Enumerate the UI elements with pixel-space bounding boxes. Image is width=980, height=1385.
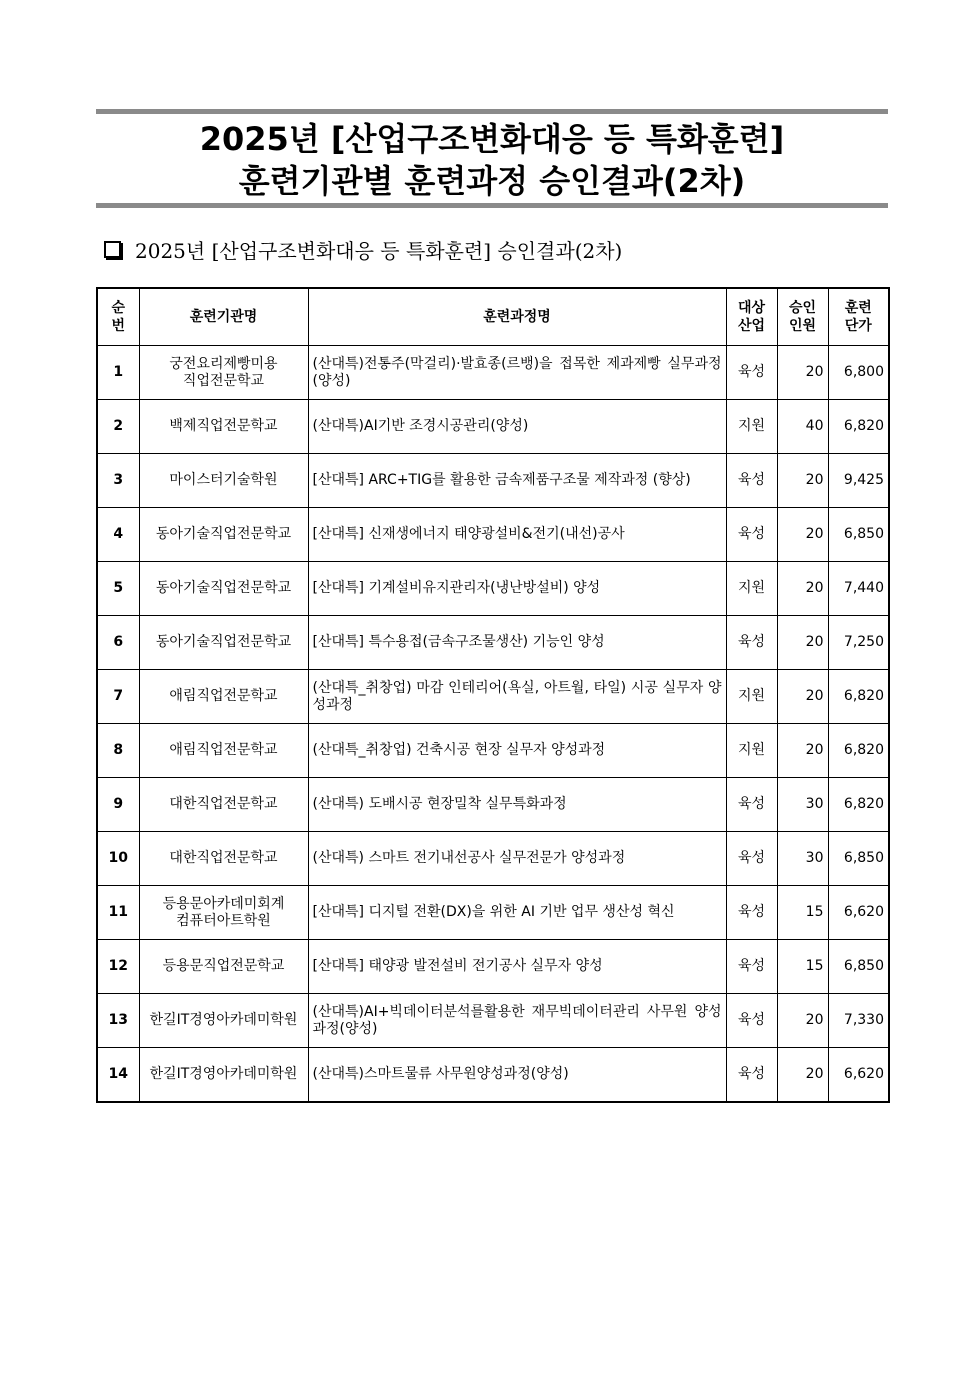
cell-unit-price: 6,800 [828, 346, 889, 400]
cell-course: [산대특] ARC+TIG를 활용한 금속제품구조물 제작과정 (향상) [308, 454, 726, 508]
header-institution: 훈련기관명 [139, 288, 308, 346]
cell-institution: 애림직업전문학교 [139, 670, 308, 724]
cell-no: 10 [97, 832, 139, 886]
cell-institution: 한길IT경영아카데미학원 [139, 1048, 308, 1103]
table-row [97, 994, 889, 1048]
cell-no: 13 [97, 994, 139, 1048]
cell-unit-price: 6,620 [828, 886, 889, 940]
cell-institution: 동아기술직업전문학교 [139, 562, 308, 616]
cell-approved: 30 [777, 832, 828, 886]
cell-unit-price: 9,425 [828, 454, 889, 508]
cell-unit-price: 7,250 [828, 616, 889, 670]
cell-industry: 육성 [726, 886, 777, 940]
cell-approved: 20 [777, 562, 828, 616]
cell-course: (산대특) 도배시공 현장밀착 실무특화과정 [308, 778, 726, 832]
section-heading [104, 234, 622, 264]
cell-unit-price: 6,620 [828, 1048, 889, 1103]
cell-no: 9 [97, 778, 139, 832]
cell-course: (산대특)AI+빅데이터분석를활용한 재무빅데이터관리 사무원 양성과정(양성) [308, 994, 726, 1048]
cell-no: 12 [97, 940, 139, 994]
cell-approved: 15 [777, 886, 828, 940]
cell-institution: 동아기술직업전문학교 [139, 616, 308, 670]
header-unit-price: 훈련 단가 [828, 288, 889, 346]
cell-approved: 20 [777, 1048, 828, 1103]
document-title-line-2: 훈련기관별 훈련과정 승인결과(2차) [238, 162, 746, 200]
cell-institution: 동아기술직업전문학교 [139, 508, 308, 562]
table-row [97, 508, 889, 562]
cell-approved: 30 [777, 778, 828, 832]
cell-industry: 지원 [726, 562, 777, 616]
table-row [97, 346, 889, 400]
cell-unit-price: 6,850 [828, 832, 889, 886]
table-row [97, 778, 889, 832]
header-no: 순 번 [97, 288, 139, 346]
table-row [97, 400, 889, 454]
cell-no: 11 [97, 886, 139, 940]
cell-industry: 지원 [726, 400, 777, 454]
cell-approved: 40 [777, 400, 828, 454]
cell-no: 6 [97, 616, 139, 670]
cell-institution: 대한직업전문학교 [139, 832, 308, 886]
table-row [97, 1048, 889, 1103]
cell-course: [산대특] 디지털 전환(DX)을 위한 AI 기반 업무 생산성 혁신 [308, 886, 726, 940]
table-row [97, 832, 889, 886]
cell-industry: 육성 [726, 346, 777, 400]
cell-course: (산대특)AI기반 조경시공관리(양성) [308, 400, 726, 454]
cell-approved: 20 [777, 724, 828, 778]
cell-no: 7 [97, 670, 139, 724]
cell-no: 4 [97, 508, 139, 562]
cell-industry: 육성 [726, 454, 777, 508]
cell-unit-price: 6,820 [828, 778, 889, 832]
cell-unit-price: 6,820 [828, 724, 889, 778]
cell-course: (산대특_취창업) 마감 인테리어(욕실, 아트월, 타일) 시공 실무자 양성과정 [308, 670, 726, 724]
cell-institution: 마이스터기술학원 [139, 454, 308, 508]
table-row [97, 886, 889, 940]
cell-no: 2 [97, 400, 139, 454]
cell-no: 14 [97, 1048, 139, 1103]
checkbox-icon [104, 241, 121, 258]
cell-industry: 육성 [726, 778, 777, 832]
cell-institution: 등용문직업전문학교 [139, 940, 308, 994]
cell-course: [산대특] 태양광 발전설비 전기공사 실무자 양성 [308, 940, 726, 994]
table-row [97, 724, 889, 778]
cell-approved: 20 [777, 994, 828, 1048]
table-row [97, 670, 889, 724]
header-approved: 승인 인원 [777, 288, 828, 346]
cell-approved: 20 [777, 508, 828, 562]
cell-course: [산대특] 기계설비유지관리자(냉난방설비) 양성 [308, 562, 726, 616]
table-row [97, 940, 889, 994]
cell-institution: 애림직업전문학교 [139, 724, 308, 778]
table-row [97, 454, 889, 508]
table-header-row [97, 288, 889, 346]
cell-institution: 백제직업전문학교 [139, 400, 308, 454]
header-course: 훈련과정명 [308, 288, 726, 346]
cell-unit-price: 6,820 [828, 670, 889, 724]
cell-industry: 육성 [726, 832, 777, 886]
cell-course: (산대특) 스마트 전기내선공사 실무전문가 양성과정 [308, 832, 726, 886]
cell-approved: 20 [777, 346, 828, 400]
section-heading-text: 2025년 [산업구조변화대응 등 특화훈련] 승인결과(2차) [135, 238, 623, 263]
cell-no: 5 [97, 562, 139, 616]
header-industry: 대상 산업 [726, 288, 777, 346]
cell-approved: 20 [777, 616, 828, 670]
table-body [97, 346, 889, 1103]
cell-industry: 지원 [726, 724, 777, 778]
table-row [97, 616, 889, 670]
cell-approved: 20 [777, 670, 828, 724]
cell-no: 1 [97, 346, 139, 400]
approval-results-table [96, 287, 890, 1103]
cell-course: [산대특] 특수용접(금속구조물생산) 기능인 양성 [308, 616, 726, 670]
cell-industry: 육성 [726, 1048, 777, 1103]
cell-approved: 20 [777, 454, 828, 508]
cell-approved: 15 [777, 940, 828, 994]
cell-industry: 육성 [726, 994, 777, 1048]
cell-no: 3 [97, 454, 139, 508]
cell-institution: 등용문아카데미회계 컴퓨터아트학원 [139, 886, 308, 940]
cell-course: (산대특_취창업) 건축시공 현장 실무자 양성과정 [308, 724, 726, 778]
cell-industry: 육성 [726, 940, 777, 994]
cell-unit-price: 6,850 [828, 508, 889, 562]
cell-unit-price: 6,820 [828, 400, 889, 454]
cell-institution: 대한직업전문학교 [139, 778, 308, 832]
cell-institution: 한길IT경영아카데미학원 [139, 994, 308, 1048]
cell-institution: 궁전요리제빵미용 직업전문학교 [139, 346, 308, 400]
cell-course: (산대특)스마트물류 사무원양성과정(양성) [308, 1048, 726, 1103]
cell-unit-price: 7,440 [828, 562, 889, 616]
cell-course: [산대특] 신재생에너지 태양광설비&전기(내선)공사 [308, 508, 726, 562]
cell-unit-price: 6,850 [828, 940, 889, 994]
cell-no: 8 [97, 724, 139, 778]
cell-unit-price: 7,330 [828, 994, 889, 1048]
table-row [97, 562, 889, 616]
cell-course: (산대특)전통주(막걸리)·발효종(르뱅)을 접목한 제과제빵 실무과정(양성) [308, 346, 726, 400]
document-title-box [96, 109, 888, 208]
cell-industry: 육성 [726, 508, 777, 562]
document-title-line-1: 2025년 [산업구조변화대응 등 특화훈련] [199, 120, 785, 158]
cell-industry: 지원 [726, 670, 777, 724]
cell-industry: 육성 [726, 616, 777, 670]
